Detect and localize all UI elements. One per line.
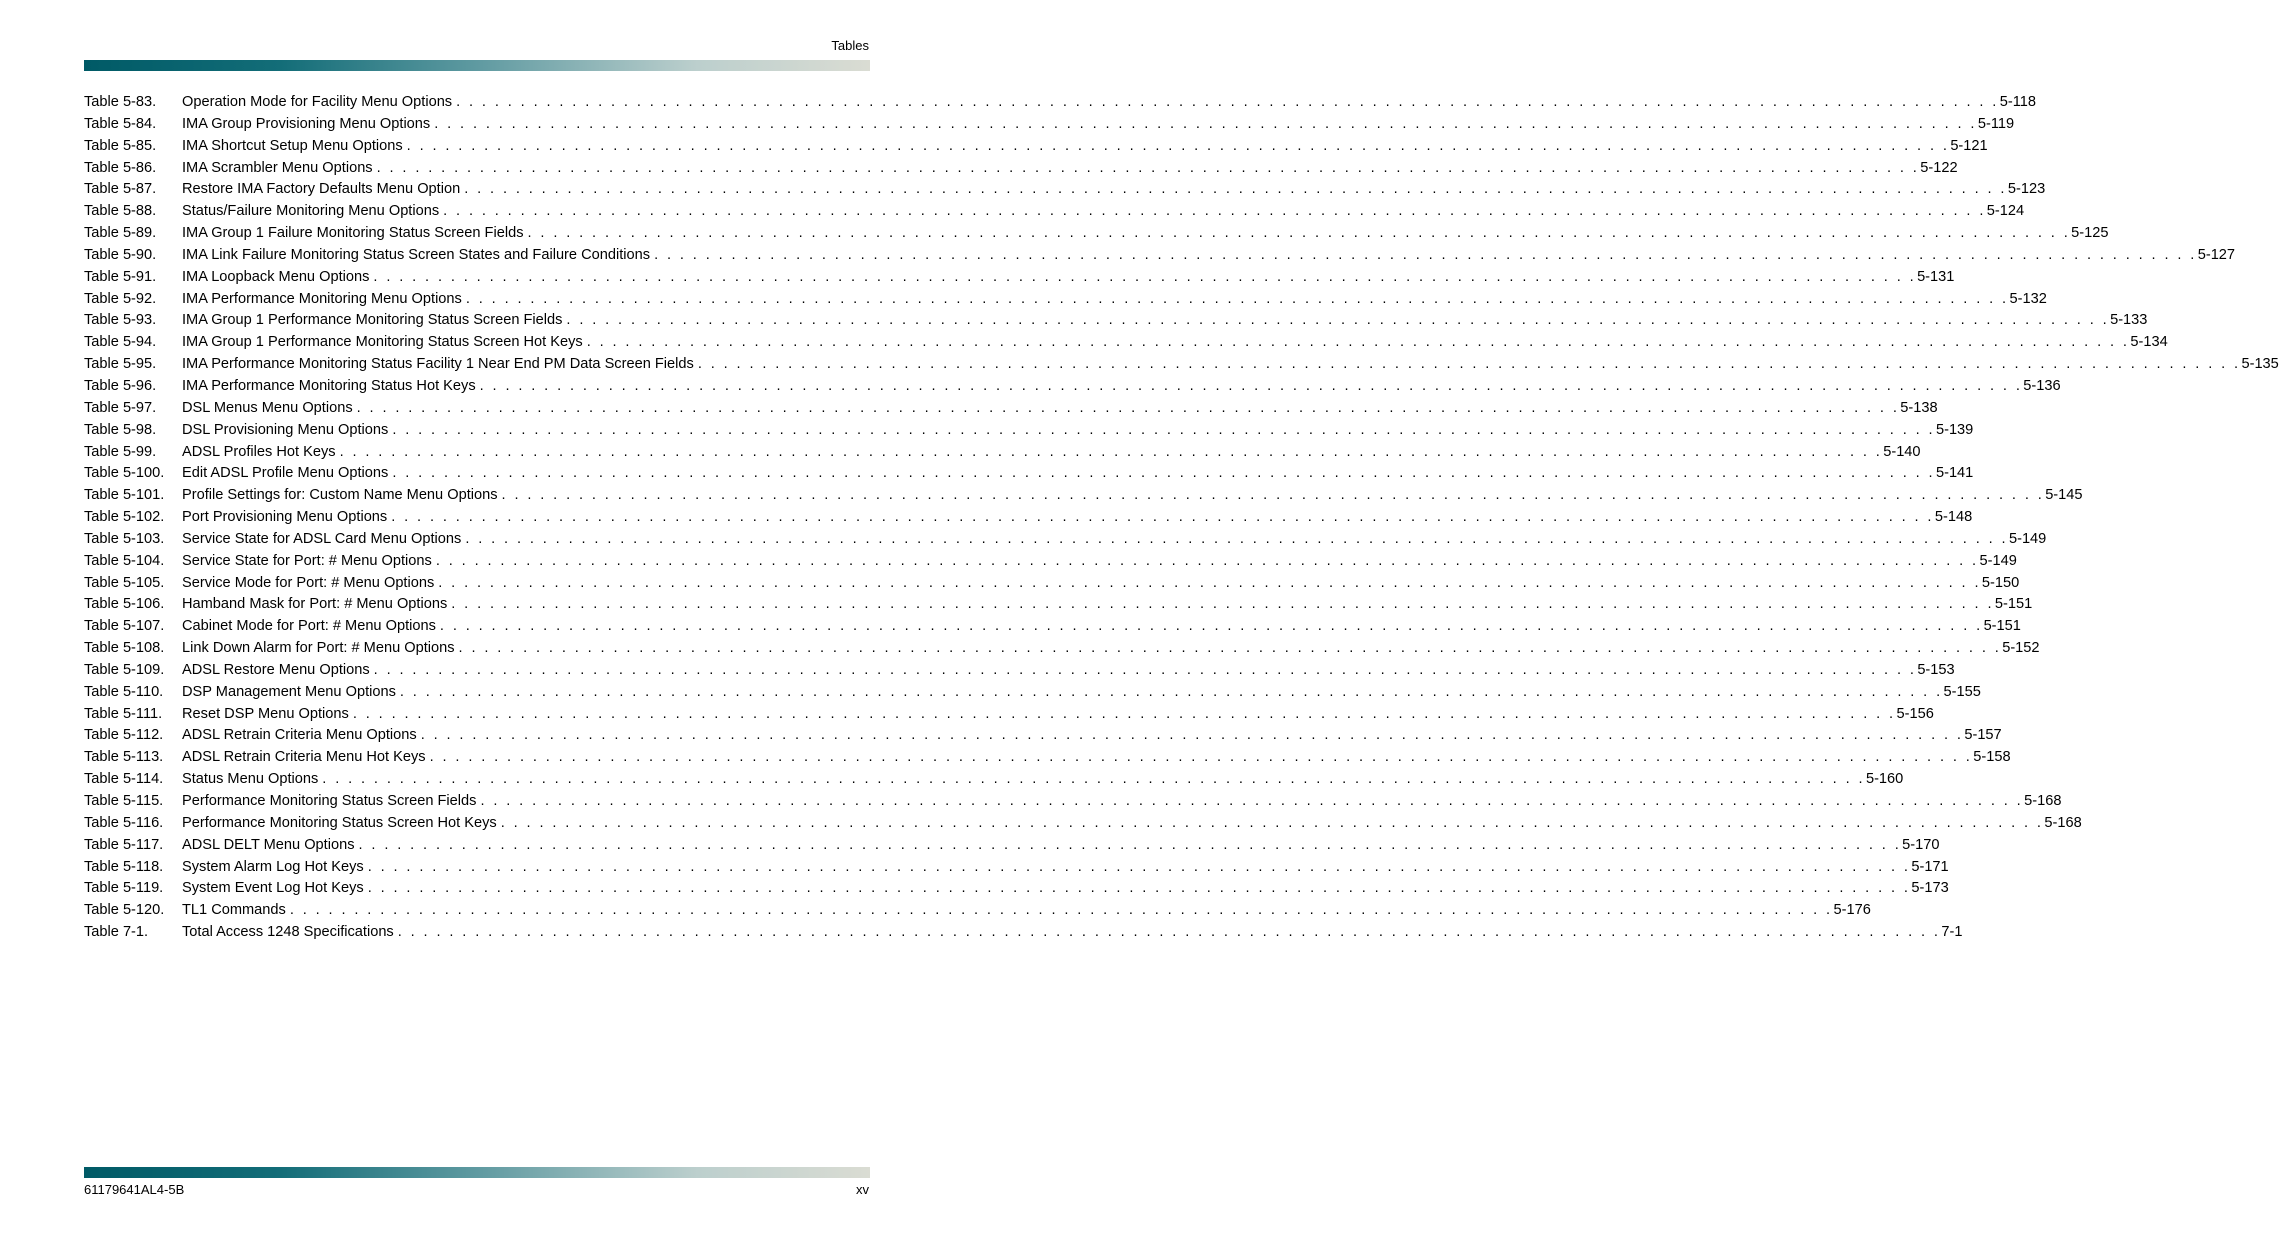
- dot-leader: . . . . . . . . . . . . . . . . . . . . . . . . . . . . . . . . . . . . . . . . . . . . . . . . . . . . . . . . . . . . . . . . . . . . . . . . . . . . . . . . . . . . . . . . . . . . . . . . . . . . . . . . . . . . . . . . . . . . . . . .: [451, 596, 1994, 613]
- table-title: IMA Shortcut Setup Menu Options: [182, 137, 403, 154]
- table-title: Cabinet Mode for Port: # Menu Options: [182, 618, 436, 635]
- toc-entry[interactable]: [84, 310, 2148, 332]
- dot-leader: . . . . . . . . . . . . . . . . . . . . . . . . . . . . . . . . . . . . . . . . . . . . . . . . . . . . . . . . . . . . . . . . . . . . . . . . . . . . . . . . . . . . . . . . . . . . . . . . . . . . . . . . . . . . . . . . . . . . . . . .: [697, 356, 2241, 373]
- table-number: Table 5-96.: [84, 377, 157, 394]
- dot-leader: . . . . . . . . . . . . . . . . . . . . . . . . . . . . . . . . . . . . . . . . . . . . . . . . . . . . . . . . . . . . . . . . . . . . . . . . . . . . . . . . . . . . . . . . . . . . . . . . . . . . . . . . . . . . . . . . . . . . . . . .: [527, 225, 2071, 242]
- dot-leader: . . . . . . . . . . . . . . . . . . . . . . . . . . . . . . . . . . . . . . . . . . . . . . . . . . . . . . . . . . . . . . . . . . . . . . . . . . . . . . . . . . . . . . . . . . . . . . . . . . . . . . . . . . . . . . . . . . . . . . . .: [406, 137, 1950, 154]
- page-reference: 5-149: [2008, 530, 2047, 547]
- table-number: Table 5-114.: [84, 771, 164, 788]
- table-title: DSL Provisioning Menu Options: [182, 421, 389, 438]
- table-title: Link Down Alarm for Port: # Menu Options: [182, 640, 455, 657]
- dot-leader: . . . . . . . . . . . . . . . . . . . . . . . . . . . . . . . . . . . . . . . . . . . . . . . . . . . . . . . . . . . . . . . . . . . . . . . . . . . . . . . . . . . . . . . . . . . . . . . . . . . . . . . . . . . . . . . . . . . . . . . .: [501, 487, 2045, 504]
- toc-entry[interactable]: [84, 354, 2279, 376]
- table-number: Table 5-110.: [84, 683, 164, 700]
- page-reference: 5-160: [1865, 771, 1904, 788]
- page-reference: 5-148: [1934, 509, 1973, 526]
- table-title: Reset DSP Menu Options: [182, 705, 349, 722]
- toc-entry[interactable]: [84, 791, 2062, 813]
- page-reference: 5-132: [2009, 290, 2047, 307]
- table-title: Profile Settings for: Custom Name Menu Options: [182, 487, 498, 504]
- dot-leader: . . . . . . . . . . . . . . . . . . . . . . . . . . . . . . . . . . . . . . . . . . . . . . . . . . . . . . . . . . . . . . . . . . . . . . . . . . . . . . . . . . . . . . . . . . . . . . . . . . . . . . . . . . . . . . . . . . . . . . . .: [367, 858, 1911, 875]
- dot-leader: . . . . . . . . . . . . . . . . . . . . . . . . . . . . . . . . . . . . . . . . . . . . . . . . . . . . . . . . . . . . . . . . . . . . . . . . . . . . . . . . . . . . . . . . . . . . . . . . . . . . . . . . . . . . . . . . . . . . . . . .: [289, 902, 1833, 919]
- table-title: DSL Menus Menu Options: [182, 399, 353, 416]
- table-number: Table 5-93.: [84, 312, 157, 329]
- toc-entry[interactable]: [84, 900, 1871, 922]
- table-number: Table 5-98.: [84, 421, 157, 438]
- page-reference: 5-173: [1911, 880, 1949, 897]
- table-title: IMA Group 1 Failure Monitoring Status Screen Fields: [182, 225, 524, 242]
- page-reference: 5-124: [1986, 203, 2025, 220]
- page-reference: 5-151: [1994, 596, 2033, 613]
- table-title: Service State for Port: # Menu Options: [182, 552, 432, 569]
- table-number: Table 5-120.: [84, 902, 165, 919]
- header-gradient-bar: [84, 60, 870, 71]
- toc-entry[interactable]: [84, 507, 1973, 529]
- dot-leader: . . . . . . . . . . . . . . . . . . . . . . . . . . . . . . . . . . . . . . . . . . . . . . . . . . . . . . . . . . . . . . . . . . . . . . . . . . . . . . . . . . . . . . . . . . . . . . . . . . . . . . . . . . . . . . . . . . . . . . . .: [654, 246, 2197, 263]
- toc-entry[interactable]: [84, 485, 2083, 507]
- page-reference: 5-139: [1935, 421, 1974, 438]
- toc-entry[interactable]: [84, 442, 1921, 464]
- page-reference: 5-168: [2024, 793, 2062, 809]
- table-title: System Event Log Hot Keys: [182, 880, 364, 897]
- toc-entry[interactable]: [84, 114, 2015, 136]
- dot-leader: . . . . . . . . . . . . . . . . . . . . . . . . . . . . . . . . . . . . . . . . . . . . . . . . . . . . . . . . . . . . . . . . . . . . . . . . . . . . . . . . . . . . . . . . . . . . . . . . . . . . . . . . . . . . . . . . . . . . . . . .: [399, 683, 1943, 700]
- toc-entry[interactable]: [84, 136, 1988, 158]
- dot-leader: . . . . . . . . . . . . . . . . . . . . . . . . . . . . . . . . . . . . . . . . . . . . . . . . . . . . . . . . . . . . . . . . . . . . . . . . . . . . . . . . . . . . . . . . . . . . . . . . . . . . . . . . . . . . . . . . . . . . . . . .: [479, 377, 2023, 394]
- toc-entry[interactable]: [84, 529, 2047, 551]
- toc-entry[interactable]: [84, 289, 2047, 311]
- table-title: DSP Management Menu Options: [182, 683, 396, 700]
- table-number: Table 5-111.: [84, 705, 163, 722]
- page-reference: 5-133: [2110, 312, 2148, 329]
- toc-entry[interactable]: [84, 769, 1904, 791]
- dot-leader: . . . . . . . . . . . . . . . . . . . . . . . . . . . . . . . . . . . . . . . . . . . . . . . . . . . . . . . . . . . . . . . . . . . . . . . . . . . . . . . . . . . . . . . . . . . . . . . . . . . . . . . . . . . . . . . . . . . . . . . .: [465, 290, 2009, 307]
- table-number: Table 5-91.: [84, 268, 157, 285]
- table-title: IMA Group Provisioning Menu Options: [182, 115, 431, 132]
- dot-leader: . . . . . . . . . . . . . . . . . . . . . . . . . . . . . . . . . . . . . . . . . . . . . . . . . . . . . . . . . . . . . . . . . . . . . . . . . . . . . . . . . . . . . . . . . . . . . . . . . . . . . . . . . . . . . . . . . . . . . . . .: [438, 574, 1981, 591]
- page-reference: 5-122: [1920, 159, 1958, 176]
- page-reference: 5-151: [1983, 618, 2021, 635]
- page-reference: 5-150: [1981, 574, 2020, 591]
- dot-leader: . . . . . . . . . . . . . . . . . . . . . . . . . . . . . . . . . . . . . . . . . . . . . . . . . . . . . . . . . . . . . . . . . . . . . . . . . . . . . . . . . . . . . . . . . . . . . . . . . . . . . . . . . . . . . . . . . . . . . . . .: [392, 421, 1935, 438]
- toc-entry[interactable]: [84, 704, 1934, 726]
- table-number: Table 5-106.: [84, 596, 165, 613]
- dot-leader: . . . . . . . . . . . . . . . . . . . . . . . . . . . . . . . . . . . . . . . . . . . . . . . . . . . . . . . . . . . . . . . . . . . . . . . . . . . . . . . . . . . . . . . . . . . . . . . . . . . . . . . . . . . . . . . . . . . . . . . .: [397, 924, 1941, 941]
- toc-entry[interactable]: [84, 398, 1938, 420]
- dot-leader: . . . . . . . . . . . . . . . . . . . . . . . . . . . . . . . . . . . . . . . . . . . . . . . . . . . . . . . . . . . . . . . . . . . . . . . . . . . . . . . . . . . . . . . . . . . . . . . . . . . . . . . . . . . . . . . . . . . . . . . .: [322, 771, 1865, 788]
- page-reference: 5-134: [2130, 334, 2168, 351]
- table-number: Table 5-88.: [84, 203, 157, 220]
- toc-entry[interactable]: [84, 878, 1949, 900]
- table-number: Table 5-105.: [84, 574, 165, 591]
- table-number: Table 5-92.: [84, 290, 157, 307]
- table-number: Table 5-84.: [84, 115, 157, 132]
- page-reference: 5-145: [2045, 487, 2083, 504]
- dot-leader: . . . . . . . . . . . . . . . . . . . . . . . . . . . . . . . . . . . . . . . . . . . . . . . . . . . . . . . . . . . . . . . . . . . . . . . . . . . . . . . . . . . . . . . . . . . . . . . . . . . . . . . . . . . . . . . . . . . . . . . .: [358, 836, 1902, 853]
- page-reference: 5-136: [2023, 377, 2061, 394]
- page-reference: 5-118: [1999, 94, 2037, 110]
- toc-entry[interactable]: [84, 92, 2037, 114]
- toc-entry[interactable]: [84, 420, 1974, 442]
- dot-leader: . . . . . . . . . . . . . . . . . . . . . . . . . . . . . . . . . . . . . . . . . . . . . . . . . . . . . . . . . . . . . . . . . . . . . . . . . . . . . . . . . . . . . . . . . . . . . . . . . . . . . . . . . . . . . . . . . . . . . . . .: [586, 334, 2130, 351]
- table-title: IMA Scrambler Menu Options: [182, 159, 373, 176]
- table-number: Table 5-118.: [84, 858, 164, 875]
- table-number: Table 5-115.: [84, 793, 164, 809]
- dot-leader: . . . . . . . . . . . . . . . . . . . . . . . . . . . . . . . . . . . . . . . . . . . . . . . . . . . . . . . . . . . . . . . . . . . . . . . . . . . . . . . . . . . . . . . . . . . . . . . . . . . . . . . . . . . . . . . . . . . . . . . .: [500, 814, 2044, 831]
- dot-leader: . . . . . . . . . . . . . . . . . . . . . . . . . . . . . . . . . . . . . . . . . . . . . . . . . . . . . . . . . . . . . . . . . . . . . . . . . . . . . . . . . . . . . . . . . . . . . . . . . . . . . . . . . . . . . . . . . . . . . . . .: [356, 399, 1900, 416]
- page-reference: 5-176: [1833, 902, 1871, 919]
- page-reference: 5-138: [1900, 399, 1938, 416]
- table-title: Service State for ADSL Card Menu Options: [182, 530, 462, 547]
- table-title: IMA Performance Monitoring Status Hot Keys: [182, 377, 476, 394]
- page-reference: 5-157: [1964, 727, 2002, 744]
- table-number: Table 5-119.: [84, 880, 164, 897]
- page-reference: 7-1: [1941, 924, 1963, 941]
- table-number: Table 5-94.: [84, 334, 157, 351]
- page-reference: 5-135: [2241, 356, 2279, 373]
- table-number: Table 7-1.: [84, 924, 149, 941]
- page-reference: 5-158: [1973, 749, 2011, 766]
- dot-leader: . . . . . . . . . . . . . . . . . . . . . . . . . . . . . . . . . . . . . . . . . . . . . . . . . . . . . . . . . . . . . . . . . . . . . . . . . . . . . . . . . . . . . . . . . . . . . . . . . . . . . . . . . . . . . . . . . . . . . . . .: [464, 181, 2007, 198]
- dot-leader: . . . . . . . . . . . . . . . . . . . . . . . . . . . . . . . . . . . . . . . . . . . . . . . . . . . . . . . . . . . . . . . . . . . . . . . . . . . . . . . . . . . . . . . . . . . . . . . . . . . . . . . . . . . . . . . . . . . . . . . .: [391, 509, 1934, 526]
- page-reference: 5-127: [2197, 246, 2236, 263]
- dot-leader: . . . . . . . . . . . . . . . . . . . . . . . . . . . . . . . . . . . . . . . . . . . . . . . . . . . . . . . . . . . . . . . . . . . . . . . . . . . . . . . . . . . . . . . . . . . . . . . . . . . . . . . . . . . . . . . . . . . . . . . .: [434, 115, 1977, 132]
- table-number: Table 5-87.: [84, 181, 157, 198]
- table-number: Table 5-97.: [84, 399, 157, 416]
- dot-leader: . . . . . . . . . . . . . . . . . . . . . . . . . . . . . . . . . . . . . . . . . . . . . . . . . . . . . . . . . . . . . . . . . . . . . . . . . . . . . . . . . . . . . . . . . . . . . . . . . . . . . . . . . . . . . . . . . . . . . . . .: [339, 443, 1883, 460]
- table-number: Table 5-102.: [84, 509, 165, 526]
- page-number: xv: [856, 1182, 869, 1197]
- toc-entry[interactable]: [84, 835, 1940, 857]
- table-title: IMA Performance Monitoring Menu Options: [182, 290, 462, 307]
- table-title: IMA Link Failure Monitoring Status Screen States and Failure Conditions: [182, 246, 651, 263]
- table-number: Table 5-101.: [84, 487, 165, 504]
- table-title: Performance Monitoring Status Screen Hot Keys: [182, 814, 497, 831]
- table-title: Operation Mode for Facility Menu Options: [182, 94, 453, 110]
- table-number: Table 5-108.: [84, 640, 165, 657]
- page-reference: 5-141: [1935, 465, 1974, 482]
- toc-entry[interactable]: [84, 551, 2017, 573]
- table-title: IMA Group 1 Performance Monitoring Status Screen Fields: [182, 312, 563, 329]
- page-reference: 5-119: [1977, 115, 2015, 132]
- toc-entry[interactable]: [84, 747, 2011, 769]
- table-number: Table 5-86.: [84, 159, 157, 176]
- toc-entry[interactable]: [84, 922, 1963, 944]
- table-number: Table 5-99.: [84, 443, 157, 460]
- table-title: Status Menu Options: [182, 771, 319, 788]
- dot-leader: . . . . . . . . . . . . . . . . . . . . . . . . . . . . . . . . . . . . . . . . . . . . . . . . . . . . . . . . . . . . . . . . . . . . . . . . . . . . . . . . . . . . . . . . . . . . . . . . . . . . . . . . . . . . . . . . . . . . . . . .: [352, 705, 1896, 722]
- dot-leader: . . . . . . . . . . . . . . . . . . . . . . . . . . . . . . . . . . . . . . . . . . . . . . . . . . . . . . . . . . . . . . . . . . . . . . . . . . . . . . . . . . . . . . . . . . . . . . . . . . . . . . . . . . . . . . . . . . . . . . . .: [367, 880, 1911, 897]
- table-title: Total Access 1248 Specifications: [182, 924, 394, 941]
- table-title: Hamband Mask for Port: # Menu Options: [182, 596, 448, 613]
- dot-leader: . . . . . . . . . . . . . . . . . . . . . . . . . . . . . . . . . . . . . . . . . . . . . . . . . . . . . . . . . . . . . . . . . . . . . . . . . . . . . . . . . . . . . . . . . . . . . . . . . . . . . . . . . . . . . . . . . . . . . . . .: [465, 530, 2008, 547]
- table-title: Performance Monitoring Status Screen Fields: [182, 793, 477, 809]
- table-number: Table 5-113.: [84, 749, 164, 766]
- table-title: IMA Loopback Menu Options: [182, 268, 370, 285]
- dot-leader: . . . . . . . . . . . . . . . . . . . . . . . . . . . . . . . . . . . . . . . . . . . . . . . . . . . . . . . . . . . . . . . . . . . . . . . . . . . . . . . . . . . . . . . . . . . . . . . . . . . . . . . . . . . . . . . . . . . . . . . .: [439, 618, 1983, 635]
- toc-entry[interactable]: [84, 201, 2025, 223]
- toc-entry[interactable]: [84, 573, 2020, 595]
- table-number: Table 5-109.: [84, 661, 165, 678]
- table-number: Table 5-85.: [84, 137, 157, 154]
- dot-leader: . . . . . . . . . . . . . . . . . . . . . . . . . . . . . . . . . . . . . . . . . . . . . . . . . . . . . . . . . . . . . . . . . . . . . . . . . . . . . . . . . . . . . . . . . . . . . . . . . . . . . . . . . . . . . . . . . . . . . . . .: [480, 793, 2024, 809]
- toc-entry[interactable]: [84, 594, 2033, 616]
- dot-leader: . . . . . . . . . . . . . . . . . . . . . . . . . . . . . . . . . . . . . . . . . . . . . . . . . . . . . . . . . . . . . . . . . . . . . . . . . . . . . . . . . . . . . . . . . . . . . . . . . . . . . . . . . . . . . . . . . . . . . . . .: [566, 312, 2110, 329]
- toc-entry[interactable]: [84, 223, 2109, 245]
- running-header-section: Tables: [831, 38, 869, 53]
- toc-entry[interactable]: [84, 638, 2040, 660]
- table-number: Table 5-90.: [84, 246, 157, 263]
- dot-leader: . . . . . . . . . . . . . . . . . . . . . . . . . . . . . . . . . . . . . . . . . . . . . . . . . . . . . . . . . . . . . . . . . . . . . . . . . . . . . . . . . . . . . . . . . . . . . . . . . . . . . . . . . . . . . . . . . . . . . . . .: [456, 94, 1999, 110]
- dot-leader: . . . . . . . . . . . . . . . . . . . . . . . . . . . . . . . . . . . . . . . . . . . . . . . . . . . . . . . . . . . . . . . . . . . . . . . . . . . . . . . . . . . . . . . . . . . . . . . . . . . . . . . . . . . . . . . . . . . . . . . .: [458, 640, 2002, 657]
- table-number: Table 5-112.: [84, 727, 164, 744]
- table-number: Table 5-95.: [84, 356, 157, 373]
- page-reference: 5-123: [2007, 181, 2046, 198]
- toc-entry[interactable]: [84, 857, 1949, 879]
- toc-entry[interactable]: [84, 376, 2061, 398]
- page-reference: 5-170: [1902, 836, 1940, 853]
- page-reference: 5-131: [1917, 268, 1955, 285]
- page-reference: 5-171: [1911, 858, 1949, 875]
- table-title: IMA Performance Monitoring Status Facility 1 Near End PM Data Screen Fields: [182, 356, 694, 373]
- toc-entry[interactable]: [84, 660, 1955, 682]
- table-title: ADSL Retrain Criteria Menu Options: [182, 727, 417, 744]
- dot-leader: . . . . . . . . . . . . . . . . . . . . . . . . . . . . . . . . . . . . . . . . . . . . . . . . . . . . . . . . . . . . . . . . . . . . . . . . . . . . . . . . . . . . . . . . . . . . . . . . . . . . . . . . . . . . . . . . . . . . . . . .: [429, 749, 1973, 766]
- page-reference: 5-153: [1917, 661, 1955, 678]
- table-title: Edit ADSL Profile Menu Options: [182, 465, 389, 482]
- page-reference: 5-121: [1950, 137, 1988, 154]
- table-title: ADSL Restore Menu Options: [182, 661, 370, 678]
- table-number: Table 5-100.: [84, 465, 165, 482]
- page-reference: 5-156: [1896, 705, 1934, 722]
- dot-leader: . . . . . . . . . . . . . . . . . . . . . . . . . . . . . . . . . . . . . . . . . . . . . . . . . . . . . . . . . . . . . . . . . . . . . . . . . . . . . . . . . . . . . . . . . . . . . . . . . . . . . . . . . . . . . . . . . . . . . . . .: [373, 661, 1917, 678]
- dot-leader: . . . . . . . . . . . . . . . . . . . . . . . . . . . . . . . . . . . . . . . . . . . . . . . . . . . . . . . . . . . . . . . . . . . . . . . . . . . . . . . . . . . . . . . . . . . . . . . . . . . . . . . . . . . . . . . . . . . . . . . .: [420, 727, 1964, 744]
- page-reference: 5-155: [1943, 683, 1981, 700]
- dot-leader: . . . . . . . . . . . . . . . . . . . . . . . . . . . . . . . . . . . . . . . . . . . . . . . . . . . . . . . . . . . . . . . . . . . . . . . . . . . . . . . . . . . . . . . . . . . . . . . . . . . . . . . . . . . . . . . . . . . . . . . .: [373, 268, 1917, 285]
- toc-entry[interactable]: [84, 245, 2236, 267]
- page-reference: 5-140: [1883, 443, 1921, 460]
- table-title: ADSL Retrain Criteria Menu Hot Keys: [182, 749, 426, 766]
- table-number: Table 5-83.: [84, 94, 157, 110]
- toc-entry[interactable]: [84, 463, 1974, 485]
- table-title: ADSL DELT Menu Options: [182, 836, 355, 853]
- footer-gradient-bar: [84, 1167, 870, 1178]
- toc-entry[interactable]: [84, 813, 2082, 835]
- dot-leader: . . . . . . . . . . . . . . . . . . . . . . . . . . . . . . . . . . . . . . . . . . . . . . . . . . . . . . . . . . . . . . . . . . . . . . . . . . . . . . . . . . . . . . . . . . . . . . . . . . . . . . . . . . . . . . . . . . . . . . . .: [392, 465, 1935, 482]
- dot-leader: . . . . . . . . . . . . . . . . . . . . . . . . . . . . . . . . . . . . . . . . . . . . . . . . . . . . . . . . . . . . . . . . . . . . . . . . . . . . . . . . . . . . . . . . . . . . . . . . . . . . . . . . . . . . . . . . . . . . . . . .: [435, 552, 1979, 569]
- table-number: Table 5-104.: [84, 552, 165, 569]
- toc-entry[interactable]: [84, 179, 2046, 201]
- page-reference: 5-168: [2044, 814, 2082, 831]
- toc-entry[interactable]: [84, 332, 2168, 354]
- dot-leader: . . . . . . . . . . . . . . . . . . . . . . . . . . . . . . . . . . . . . . . . . . . . . . . . . . . . . . . . . . . . . . . . . . . . . . . . . . . . . . . . . . . . . . . . . . . . . . . . . . . . . . . . . . . . . . . . . . . . . . . .: [376, 159, 1920, 176]
- table-number: Table 5-103.: [84, 530, 165, 547]
- table-title: ADSL Profiles Hot Keys: [182, 443, 336, 460]
- table-number: Table 5-116.: [84, 814, 164, 831]
- page-reference: 5-125: [2071, 225, 2109, 242]
- table-title: Port Provisioning Menu Options: [182, 509, 388, 526]
- table-title: Restore IMA Factory Defaults Menu Option: [182, 181, 461, 198]
- toc-entry[interactable]: [84, 725, 2002, 747]
- table-title: Status/Failure Monitoring Menu Options: [182, 203, 440, 220]
- table-number: Table 5-117.: [84, 836, 164, 853]
- table-title: IMA Group 1 Performance Monitoring Status Screen Hot Keys: [182, 334, 583, 351]
- dot-leader: . . . . . . . . . . . . . . . . . . . . . . . . . . . . . . . . . . . . . . . . . . . . . . . . . . . . . . . . . . . . . . . . . . . . . . . . . . . . . . . . . . . . . . . . . . . . . . . . . . . . . . . . . . . . . . . . . . . . . . . .: [443, 203, 1986, 220]
- page-reference: 5-152: [2002, 640, 2040, 657]
- table-number: Table 5-107.: [84, 618, 165, 635]
- toc-entry[interactable]: [84, 158, 1958, 180]
- toc-entry[interactable]: [84, 267, 1955, 289]
- toc-entry[interactable]: [84, 682, 1981, 704]
- table-title: System Alarm Log Hot Keys: [182, 858, 364, 875]
- page-reference: 5-149: [1979, 552, 2017, 569]
- table-title: Service Mode for Port: # Menu Options: [182, 574, 435, 591]
- toc-entry[interactable]: [84, 616, 2021, 638]
- table-number: Table 5-89.: [84, 225, 157, 242]
- table-title: TL1 Commands: [182, 902, 286, 919]
- list-of-tables: [84, 92, 2279, 944]
- document-number: 61179641AL4-5B: [84, 1182, 185, 1197]
